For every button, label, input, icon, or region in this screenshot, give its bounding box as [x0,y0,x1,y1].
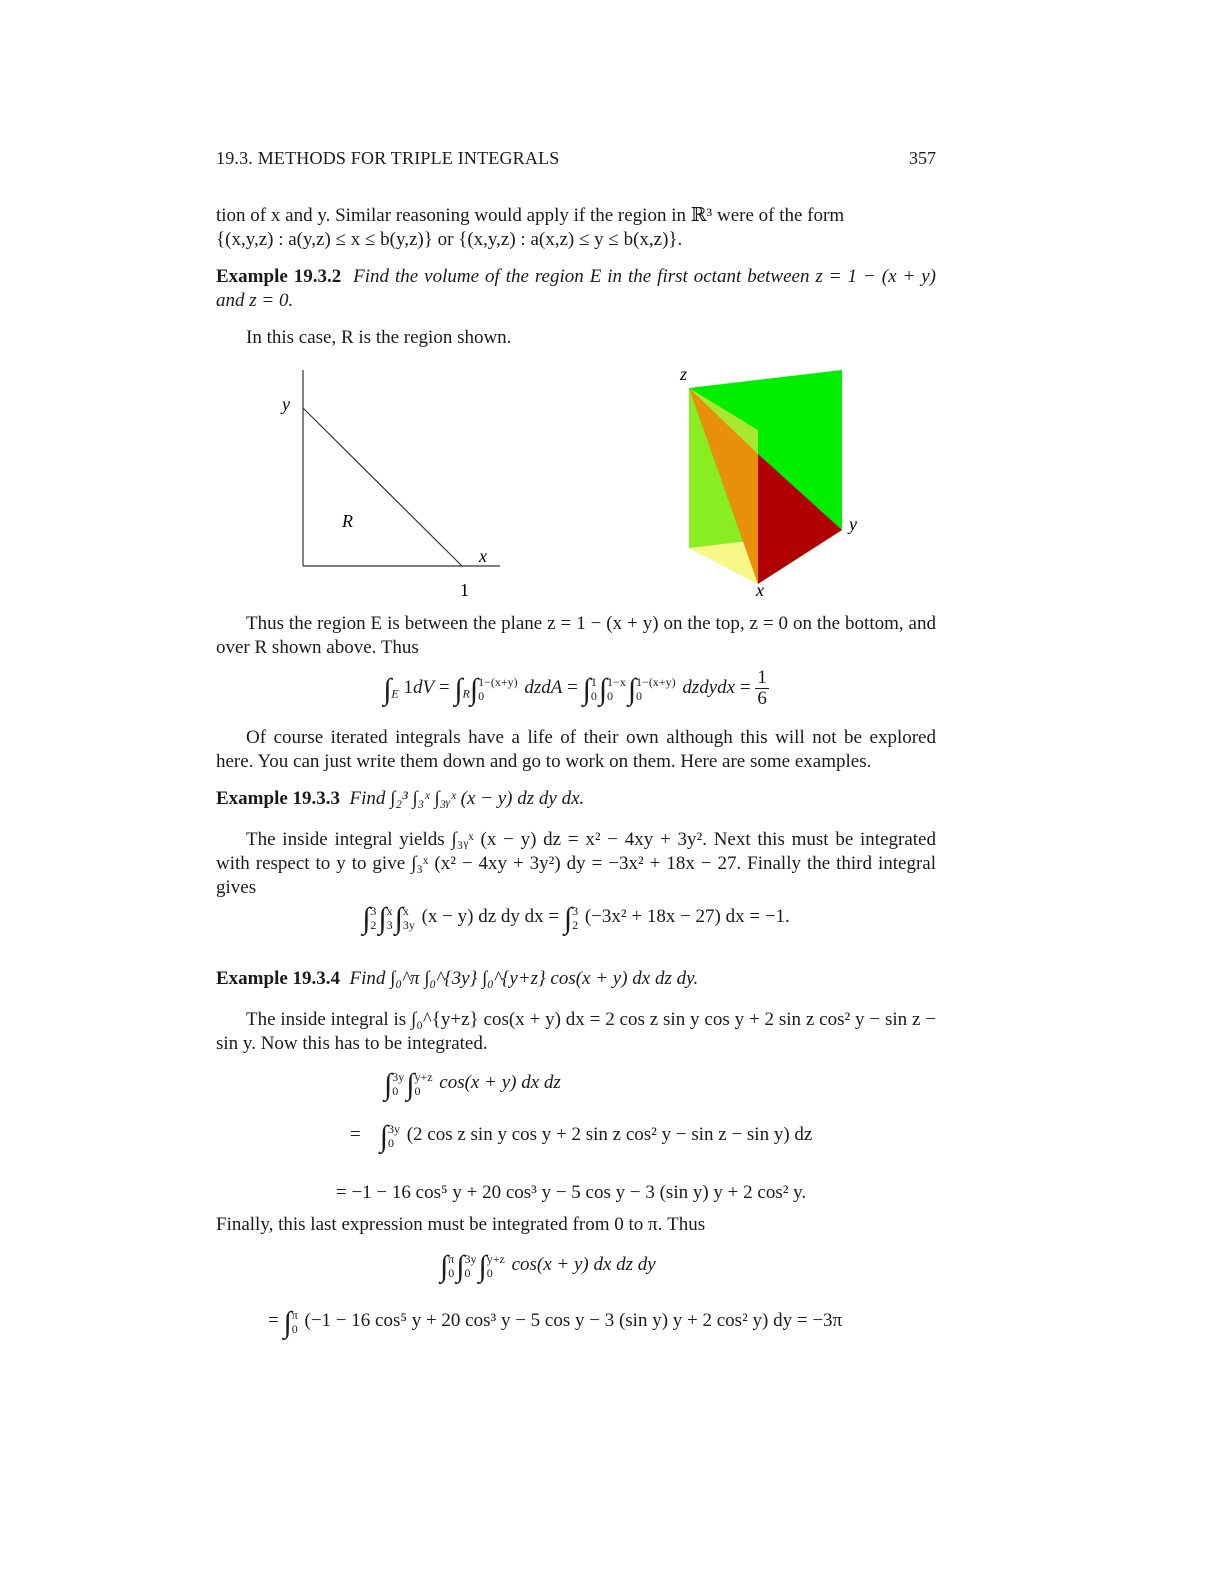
hypotenuse [303,408,462,566]
ex4-eq2: = ∫ 3y 0 (2 cos z sin y cos y + 2 sin z cos² y − sin z − sin y) dz [350,1120,813,1153]
volume-equation: $\int_E$ $1dV = \int_R\int$ 1−(x+y) 0 dzdA = ∫ 1 0 ∫ 1−x 0 ∫ 1−(x+y) 0 dzdydx = $\frac{1}{6}$ [383,667,767,709]
ex4-text: The inside integral is ∫₀^{y+z} cos(x + y) dx = 2 cos z sin y cos y + 2 sin z cos² y − sin z − sin y. Now this has to be integrated. [216,1009,936,1054]
region-3d-figure [670,362,880,602]
ex3-text: The inside integral yields ∫₃ᵧˣ (x − y) dz = x² − 4xy + 3y². Next this must be integrated with respect to y to give ∫₃ˣ (x² − 4xy + 3y²) dy = −3x² + 18x − 27. Finally the third integral gives [216,829,936,898]
example-statement: Find the volume of the region E in the first octant between z = 1 − (x + y) and z = 0. [216,266,936,311]
ex4-eq5: = ∫ π 0 (−1 − 16 cos⁵ y + 20 cos³ y − 5 cos y − 3 (sin y) y + 2 cos² y) dy = −3π [268,1306,843,1339]
z-axis-label: z [680,364,688,384]
region-r-figure [270,362,520,602]
y-axis-label: y [282,394,290,414]
y-axis-label-3d: y [849,514,857,534]
page-header [216,148,936,174]
ex4-eq4: ∫ π 0 ∫ 3y 0 ∫ y+z 0 cos(x + y) dx dz dy [440,1250,656,1283]
after-figure-text: Thus the region E is between the plane z = 1 − (x + y) on the top, z = 0 on the bottom, and over R shown above. Thus [216,613,936,658]
region-text: In this case, R is the region shown. [246,327,512,348]
region-label: R [342,511,353,531]
ex4-text2: Finally, this last expression must be integrated from 0 to π. Thus [216,1214,706,1235]
example-statement: Find ∫₀^π ∫₀^{3y} ∫₀^{y+z} cos(x + y) dx dz dy. [349,968,699,989]
tick-one: 1 [460,580,469,600]
example-19-3-3 [216,787,936,811]
result-num: 1 [757,667,767,688]
ex3-equation: ∫ 3 2 ∫ x 3 ∫ x 3y (x − y) dz dy dx = ∫ 3 2 (−3x² + 18x − 27) dx = −1. [362,902,790,935]
example-19-3-4 [216,967,936,991]
running-head: 19.3. METHODS FOR TRIPLE INTEGRALS [216,148,560,168]
example-label: Example 19.3.2 [216,266,342,287]
page-number: 357 [909,148,936,168]
x-axis-label-3d: x [756,580,764,600]
ex3-eq-part1: (x − y) dz dy dx = [421,906,564,927]
x-axis-label: x [479,546,487,566]
example-label: Example 19.3.3 [216,788,341,809]
example-label: Example 19.3.4 [216,968,341,989]
intro-line-1: tion of x and y. Similar reasoning would apply if the region in ℝ³ were of the form [216,205,845,226]
result-den: 6 [757,688,767,709]
iterated-text: Of course iterated integrals have a life of their own although this will not be explored here. You can just write them down and go to work on them. Here are some examples. [216,727,936,772]
ex4-eq3: = −1 − 16 cos⁵ y + 20 cos³ y − 5 cos y − 3 (sin y) y + 2 cos² y. [336,1182,807,1203]
example-statement: Find ∫₂³ ∫₃ˣ ∫₃ᵧˣ (x − y) dz dy dx. [349,788,585,809]
ex3-eq-part2: (−3x² + 18x − 27) dx = −1. [584,906,790,927]
ex4-eq1: ∫ 3y 0 ∫ y+z 0 cos(x + y) dx dz [384,1068,561,1101]
intro-line-2: {(x,y,z) : a(y,z) ≤ x ≤ b(y,z)} or {(x,y,z) : a(x,z) ≤ y ≤ b(x,z)}. [216,229,683,250]
example-19-3-2 [216,265,936,313]
